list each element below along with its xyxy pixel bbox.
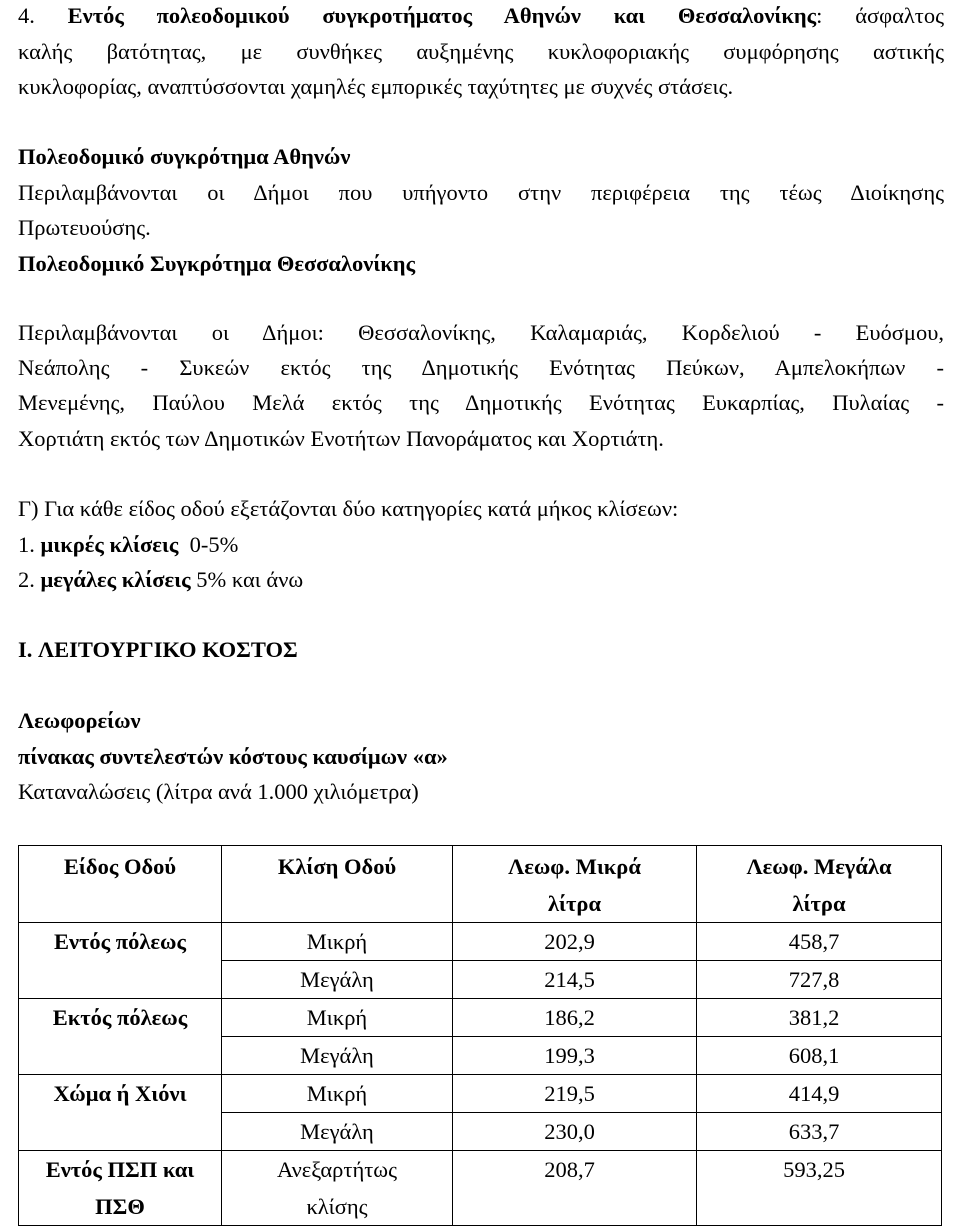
table-header-row [19, 846, 942, 923]
slopes-intro: Γ) Για κάθε είδος οδού εξετάζονται δύο κατηγορίες κατά μήκος κλίσεων: [18, 496, 679, 521]
large-bus-cell: 633,7 [697, 1113, 942, 1151]
slopes-item-2: 2. μεγάλες κλίσεις 5% και άνω [18, 567, 304, 592]
large-bus-cell: 608,1 [697, 1037, 942, 1075]
slope-cell: Μικρή [222, 923, 453, 961]
table-row [19, 999, 942, 1037]
slopes-item-1: 1. μικρές κλίσεις 0-5% [18, 532, 239, 557]
athens-line2: Πρωτευούσης. [18, 215, 151, 240]
small-bus-cell: 208,7 [453, 1151, 697, 1226]
slope-cell: Μεγάλη [222, 1037, 453, 1075]
large-bus-cell: 458,7 [697, 923, 942, 961]
road-type-cell: Εντός πόλεως [19, 923, 222, 999]
road-type-cell: Εντός ΠΣΠ και ΠΣΘ [19, 1151, 222, 1226]
small-bus-cell: 186,2 [453, 999, 697, 1037]
athens-heading: Πολεοδομικό συγκρότημα Αθηνών [18, 144, 351, 169]
thessaloniki-line2: Νεάπολης - Συκεών εκτός της Δημοτικής Ενότητας Πεύκων, Αμπελοκήπων - [18, 355, 944, 380]
slope-cell: Μεγάλη [222, 961, 453, 999]
header-small-bus: Λεωφ. Μικρά λίτρα [453, 846, 697, 923]
athens-line1: Περιλαμβάνονται οι Δήμοι που υπήγοντο στην περιφέρεια της τέως Διοίκησης [18, 180, 944, 205]
large-bus-cell: 727,8 [697, 961, 942, 999]
small-bus-cell: 199,3 [453, 1037, 697, 1075]
small-bus-cell: 219,5 [453, 1075, 697, 1113]
header-large-bus: Λεωφ. Μεγάλα λίτρα [697, 846, 942, 923]
header-slope: Κλίση Οδού [222, 846, 453, 923]
header-road-type: Είδος Οδού [19, 846, 222, 923]
large-bus-cell: 414,9 [697, 1075, 942, 1113]
small-bus-cell: 230,0 [453, 1113, 697, 1151]
small-bus-cell: 214,5 [453, 961, 697, 999]
table-row [19, 1075, 942, 1113]
buses-heading: Λεωφορείων [18, 708, 141, 733]
slope-cell: Μικρή [222, 1075, 453, 1113]
small-bus-cell: 202,9 [453, 923, 697, 961]
table-subtitle: Καταναλώσεις (λίτρα ανά 1.000 χιλιόμετρα) [18, 779, 419, 804]
thessaloniki-line3: Μενεμένης, Παύλου Μελά εκτός της Δημοτικής Ενότητας Ευκαρπίας, Πυλαίας - [18, 390, 944, 415]
slope-cell: Ανεξαρτήτως κλίσης [222, 1151, 453, 1226]
thessaloniki-heading: Πολεοδομικό Συγκρότημα Θεσσαλονίκης [18, 251, 416, 276]
slope-cell: Μικρή [222, 999, 453, 1037]
thessaloniki-line4: Χορτιάτη εκτός των Δημοτικών Ενοτήτων Πανοράματος και Χορτιάτη. [18, 426, 664, 451]
fuel-cost-table [18, 845, 942, 1226]
item4-line3: κυκλοφορίας, αναπτύσσονται χαμηλές εμπορικές ταχύτητες με συχνές στάσεις. [18, 74, 734, 99]
large-bus-cell: 593,25 [697, 1151, 942, 1226]
large-bus-cell: 381,2 [697, 999, 942, 1037]
road-type-cell: Εκτός πόλεως [19, 999, 222, 1075]
item4-line1: 4. Εντός πολεοδομικού συγκροτήματος Αθηνών και Θεσσαλονίκης: άσφαλτος [18, 3, 944, 28]
thessaloniki-line1: Περιλαμβάνονται οι Δήμοι: Θεσσαλονίκης, Καλαμαριάς, Κορδελιού - Ευόσμου, [18, 320, 944, 345]
slope-cell: Μεγάλη [222, 1113, 453, 1151]
road-type-cell: Χώμα ή Χιόνι [19, 1075, 222, 1151]
item4-line2: καλής βατότητας, με συνθήκες αυξημένης κυκλοφοριακής συμφόρησης αστικής [18, 39, 944, 64]
section-heading: I. ΛΕΙΤΟΥΡΓΙΚΟ ΚΟΣΤΟΣ [18, 637, 298, 662]
table-row [19, 1151, 942, 1226]
table-row [19, 923, 942, 961]
table-title: πίνακας συντελεστών κόστους καυσίμων «α» [18, 744, 448, 769]
